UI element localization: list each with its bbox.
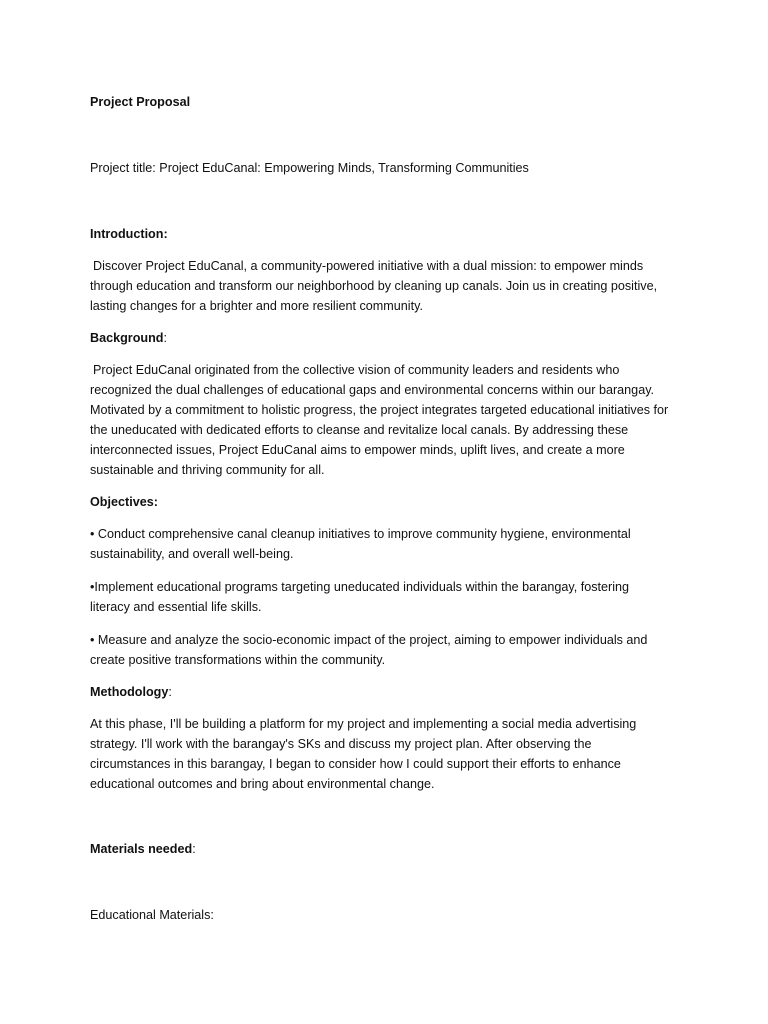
objective-item: •Implement educational programs targeting uneducated individuals within the barangay, fostering literacy and essential life skills. bbox=[90, 580, 630, 614]
objective-item: • Measure and analyze the socio-economic impact of the project, aiming to empower individuals and create positive transformations within the community. bbox=[90, 633, 648, 667]
introduction-text: Discover Project EduCanal, a community-powered initiative with a dual mission: to empower minds through education and transform our neighborhood by cleaning up canals. Join us in creating positive, lasting changes for a brighter and more resilient community. bbox=[90, 259, 658, 313]
methodology-text: At this phase, I'll be building a platform for my project and implementing a social media advertising strategy. I'll work with the barangay's SKs and discuss my project plan. After observing the circumstances in this barangay, I began to consider how I could support their efforts to enhance educational outcomes and bring about environmental change. bbox=[90, 717, 637, 791]
methodology-heading-line bbox=[90, 682, 670, 702]
background-text: Project EduCanal originated from the collective vision of community leaders and residents who recognized the dual challenges of educational gaps and environmental concerns within our barangay. Motivated by a commitment to holistic progress, the project integrates targeted educational initiatives for the uneducated with dedicated efforts to cleanse and revitalize local canals. By addressing these interconnected issues, Project EduCanal aims to empower minds, uplift lives, and create a more sustainable and thriving community for all. bbox=[90, 363, 669, 477]
objectives-heading: Objectives: bbox=[90, 495, 158, 509]
document-body bbox=[90, 92, 670, 925]
background-colon: : bbox=[163, 331, 167, 345]
document-title: Project Proposal bbox=[90, 95, 191, 109]
materials-colon: : bbox=[192, 842, 196, 856]
project-title: Project title: Project EduCanal: Empowering Minds, Transforming Communities bbox=[90, 161, 529, 175]
materials-heading-line bbox=[90, 839, 670, 859]
educational-materials-label: Educational Materials: bbox=[90, 908, 214, 922]
methodology-heading: Methodology bbox=[90, 685, 169, 699]
materials-heading: Materials needed bbox=[90, 842, 193, 856]
methodology-colon: : bbox=[168, 685, 172, 699]
introduction-heading: Introduction: bbox=[90, 227, 168, 241]
background-heading-line bbox=[90, 328, 670, 348]
objective-item: • Conduct comprehensive canal cleanup initiatives to improve community hygiene, environmental sustainability, and overall well-being. bbox=[90, 527, 631, 561]
background-heading: Background bbox=[90, 331, 164, 345]
